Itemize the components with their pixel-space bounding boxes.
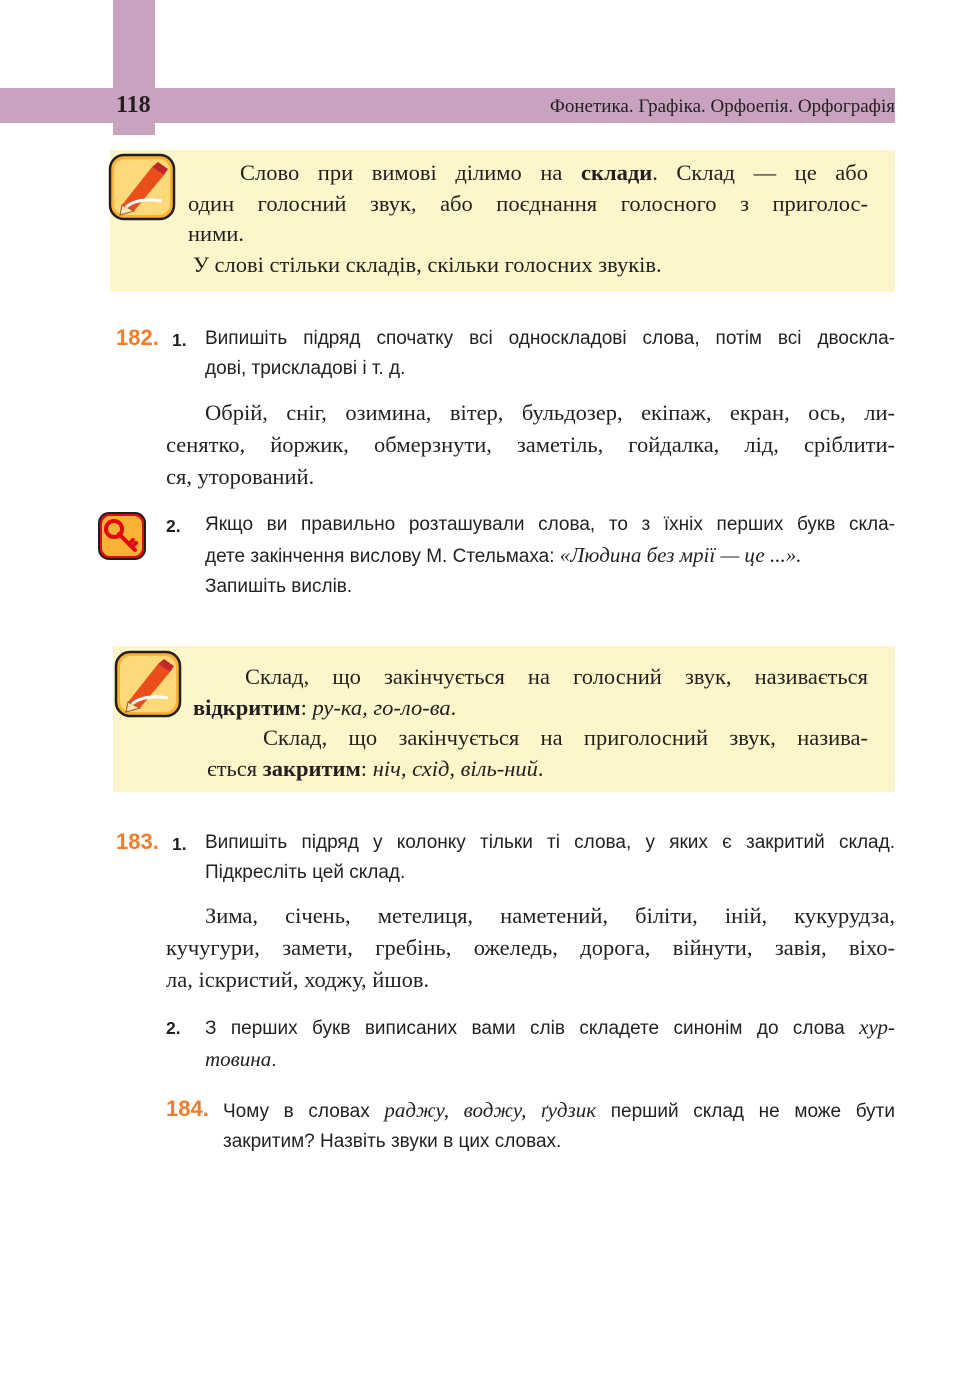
stelmakh-quote: «Людина без мрії — це ...». — [559, 543, 802, 567]
ex183-task2-line1: З перших букв виписаних вами слів складете синонім до слова — [205, 1018, 860, 1039]
rule1-line2: один голосний звук, або поєднання голосного з приголос- — [188, 190, 868, 216]
ex183-task1-line2: Підкресліть цей склад. — [205, 862, 406, 883]
term-zakrytym: закритим — [262, 755, 361, 781]
open-syllable-examples: ру-ка, го-ло-ва — [312, 694, 451, 720]
ex184-line2: закритим? Назвіть звуки в цих словах. — [223, 1131, 562, 1152]
rule1-line1-start: Слово при вимові ділимо на — [240, 160, 582, 185]
ex183-words — [166, 900, 895, 996]
ex182-task2-line2: дете закінчення вислову М. Стельмаха: — [205, 546, 560, 567]
ex183-task1-line1: Випишіть підряд у колонку тільки ті слова, у яких є закритий склад. — [205, 832, 895, 853]
ex182-words-line2: сенятко, йоржик, обмерзнути, заметіль, гойдалка, лід, сріблити- — [166, 432, 895, 457]
term-skladu: склади — [581, 160, 653, 185]
exercise-number-182: 182. — [116, 325, 159, 350]
key-icon — [97, 511, 147, 561]
ex183-task1-number: 1. — [172, 834, 187, 854]
exercise-number-183: 183. — [116, 829, 159, 854]
rule1-line1-end: . Склад — це або — [652, 160, 868, 185]
ex182-task2-text — [205, 510, 895, 602]
ex182-words-line1: Обрій, сніг, озимина, вітер, бульдозер, екіпаж, екран, ось, ли- — [205, 400, 895, 425]
ex182-task1-text — [205, 324, 895, 384]
ex183-words-line3: ла, іскристий, ходжу, йшов. — [166, 967, 430, 992]
ex182-task2-line3: Запишіть вислів. — [205, 576, 353, 597]
page-number: 118 — [116, 92, 151, 118]
closed-syllable-examples: ніч, схід, віль-ний — [372, 755, 538, 781]
ex182-task2-line1: Якщо ви правильно розташували слова, то з їхніх перших букв скла- — [205, 514, 895, 535]
ex182-task1-line2: дові, трискладові і т. д. — [205, 358, 406, 379]
ex183-task2-number: 2. — [166, 1018, 181, 1038]
ex182-task1-number: 1. — [172, 330, 187, 350]
word-khurtovyna: товина — [205, 1047, 272, 1071]
exercise-number-184: 184. — [166, 1096, 209, 1121]
ex183-words-line1: Зима, січень, метелиця, наметений, біліти, іній, кукурудза, — [205, 903, 895, 928]
rule1-text — [188, 158, 868, 280]
rule2-line3: Склад, що закінчується на приголосний звук, назива- — [263, 725, 868, 750]
ex183-words-line2: кучугури, замети, гребінь, ожеледь, дорога, війнути, завія, віхо- — [166, 935, 895, 960]
ex182-words-line3: ся, уторований. — [166, 464, 315, 489]
ex184-text: Чому в словах раджу, воджу, ґудзик перший склад не може бути закритим? Назвіть звуки в цих словах. — [223, 1095, 895, 1157]
pencil-icon — [114, 650, 182, 718]
term-vidkrytym: відкритим — [193, 694, 301, 720]
pencil-icon — [108, 153, 176, 221]
ex183-task1-text — [205, 828, 895, 888]
ex183-task2-text: З перших букв виписаних вами слів складете синонім до слова хур- товина. — [205, 1015, 895, 1071]
rule1-line3: ними. — [188, 221, 244, 246]
ex182-task2-number: 2. — [166, 516, 181, 536]
rule2-text: Склад, що закінчується на голосний звук, називається відкритим: ру-ка, го-ло-ва. Склад, що закінчується на приголосний звук, назива- ється закритим: ніч, схід, віль-ний. — [193, 664, 868, 781]
example-words: раджу, воджу, ґудзик — [384, 1098, 597, 1122]
ex182-task1-line1: Випишіть підряд спочатку всі односкладові слова, потім всі двоскла- — [205, 328, 895, 349]
rule1-line4: У слові стільки складів, скільки голосних звуків. — [193, 251, 662, 277]
ex182-words — [166, 397, 895, 493]
section-title: Фонетика. Графіка. Орфоепія. Орфографія — [549, 96, 895, 117]
rule2-line1: Склад, що закінчується на голосний звук, називається — [245, 664, 868, 689]
